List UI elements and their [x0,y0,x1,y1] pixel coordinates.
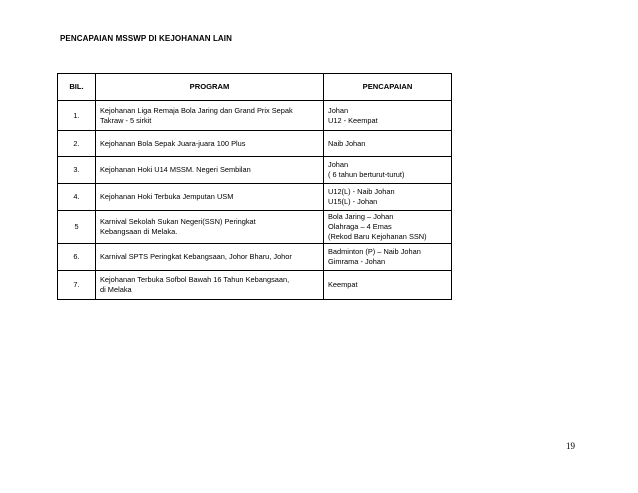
table-row [58,211,452,244]
program-cell [96,184,324,211]
table-row [58,101,452,131]
table-header-row [58,74,452,101]
program-line: Kejohanan Bola Sepak Juara-juara 100 Plus [100,138,246,148]
program-cell [96,244,324,271]
program-line: Kebangsaan di Melaka. [100,227,178,236]
program-line: Karnival Sekolah Sukan Negeri(SSN) Peringkat [100,217,256,226]
table-row [58,157,452,184]
program-line: Kejohanan Terbuka Sofbol Bawah 16 Tahun Kebangsaan, [100,275,290,284]
table-row [58,244,452,271]
achievements-table [57,73,452,300]
achievement-line: U12(L) - Naib Johan [328,187,395,196]
row-number: 6. [58,244,96,271]
program-cell [96,157,324,184]
program-line: Kejohanan Hoki Terbuka Jemputan USM [100,192,234,201]
achievement-line: Badminton (P) – Naib Johan [328,247,421,256]
program-line: Kejohanan Hoki U14 MSSM. Negeri Sembilan [100,165,251,174]
table-row [58,184,452,211]
program-line: Kejohanan Liga Remaja Bola Jaring dan Grand Prix Sepak [100,105,293,115]
program-cell [96,211,324,244]
row-number: 3. [58,157,96,184]
row-number: 7. [58,271,96,300]
achievement-line: Gimrama - Johan [328,257,386,266]
achievement-line: Naib Johan [328,138,366,148]
table-row [58,131,452,157]
achievement-line: U12 - Keempat [328,115,378,125]
achievement-line: U15(L) - Johan [328,197,378,206]
program-cell [96,101,324,131]
row-number: 1. [58,101,96,131]
row-number: 5 [58,211,96,244]
achievement-line: Johan [328,105,349,115]
achievement-line: ( 6 tahun berturut-turut) [328,170,405,179]
achievement-cell [324,101,452,131]
achievement-line: (Rekod Baru Kejohanan SSN) [328,232,427,241]
row-number: 4. [58,184,96,211]
achievement-cell [324,244,452,271]
program-cell [96,271,324,300]
table-row [58,271,452,300]
achievement-line: Olahraga – 4 Emas [328,222,392,231]
program-line: Karnival SPTS Peringkat Kebangsaan, Johor Bharu, Johor [100,252,292,261]
header-bil: BIL. [58,74,96,101]
program-cell [96,131,324,157]
achievement-line: Bola Jaring – Johan [328,212,394,221]
header-program: PROGRAM [96,74,324,101]
achievement-line: Keempat [328,280,358,289]
achievement-line: Johan [328,160,349,169]
achievement-cell [324,131,452,157]
program-line: di Melaka [100,285,132,294]
achievement-cell [324,211,452,244]
page-heading: PENCAPAIAN MSSWP DI KEJOHANAN LAIN [60,34,233,43]
achievement-cell [324,157,452,184]
achievement-cell [324,184,452,211]
achievement-cell [324,271,452,300]
header-pencapaian: PENCAPAIAN [324,74,452,101]
page-number: 19 [566,441,575,451]
row-number: 2. [58,131,96,157]
program-line: Takraw - 5 sirkit [100,115,152,125]
